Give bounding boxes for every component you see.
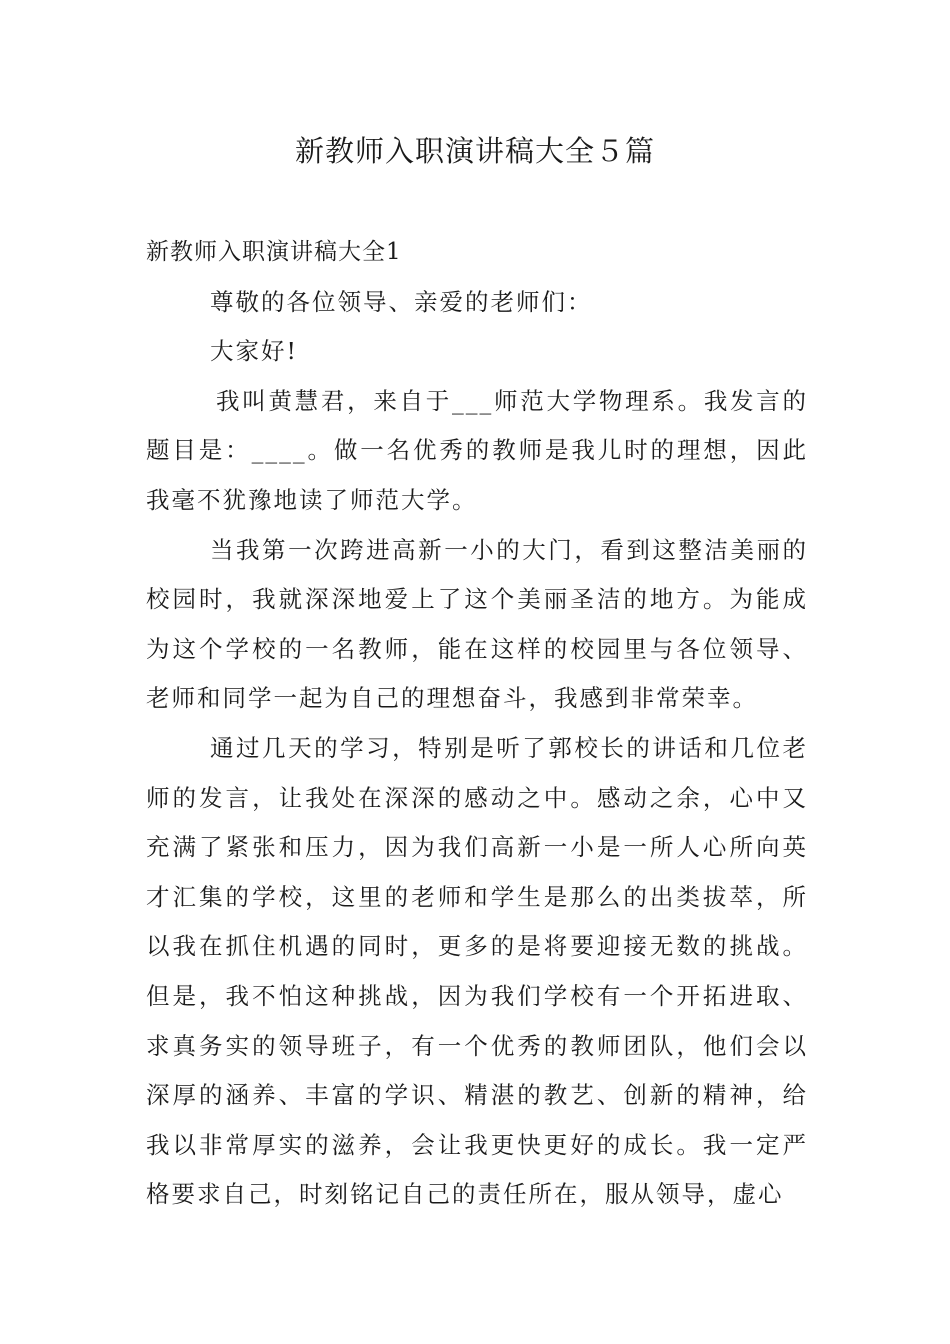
document-body xyxy=(146,228,808,1220)
section-heading: 新教师入职演讲稿大全1 xyxy=(146,239,402,265)
paragraph: 通过几天的学习，特别是听了郭校长的讲话和几位老师的发言，让我处在深深的感动之中。感动之余，心中又充满了紧张和压力，因为我们高新一小是一所人心所向英才汇集的学校，这里的老师和学生是那么的出类拔萃，所以我在抓住机遇的同时，更多的是将要迎接无数的挑战。但是，我不怕这种挑战，因为我们学校有一个开拓进取、求真务实的领导班子，有一个优秀的教师团队，他们会以深厚的涵养、丰富的学识、精湛的教艺、创新的精神，给我以非常厚实的滋养，会让我更快更好的成长。我一定严格要求自己，时刻铭记自己的责任所在，服从领导，虚心 xyxy=(146,733,808,1209)
salutation: 尊敬的各位领导、亲爱的老师们： xyxy=(210,287,593,316)
paragraph: 我叫黄慧君，来自于___师范大学物理系。我发言的题目是：____。做一名优秀的教师是我儿时的理想，因此我毫不犹豫地读了师范大学。 xyxy=(146,386,808,514)
greeting: 大家好! xyxy=(210,337,298,366)
document-title: 新教师入职演讲稿大全５篇 xyxy=(294,134,655,168)
paragraph: 当我第一次跨进高新一小的大门，看到这整洁美丽的校园时，我就深深地爱上了这个美丽圣洁的地方。为能成为这个学校的一名教师，能在这样的校园里与各位领导、老师和同学一起为自己的理想奋斗，我感到非常荣幸。 xyxy=(146,535,808,713)
